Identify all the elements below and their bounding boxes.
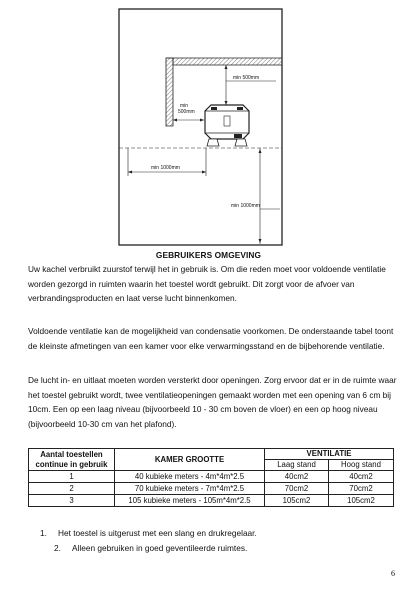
cell-count: 3	[29, 495, 115, 507]
paragraph-openings: De lucht in- en uitlaat moeten worden versterkt door openingen. Zorg ervoor dat er in de ruimte waar het toestel gebruikt wordt, twee ventilatieopeningen gemaakt worden met een opening van 6 cm bij 10cm. Een op een laag niveau (bijvoorbeeld 10 - 30 cm boven de vloer) en een op hoog niveau (bijvoorbeeld 10-30 cm van het plafond).	[28, 375, 397, 429]
cell-count: 1	[29, 471, 115, 483]
cell-high: 105cm2	[329, 495, 394, 507]
clearance-diagram-svg	[118, 8, 283, 248]
top-wall	[166, 58, 282, 65]
cell-count: 2	[29, 483, 115, 495]
note-text: Alleen gebruiken in goed geventileerde ruimtes.	[72, 542, 248, 553]
cell-room: 105 kubieke meters - 105m*4m*2.5	[115, 495, 265, 507]
diagram-frame	[119, 9, 282, 245]
note-number: 2.	[54, 542, 61, 553]
list-item	[40, 526, 257, 541]
section-title: GEBRUIKERS OMGEVING	[155, 250, 262, 260]
header-low: Laag stand	[265, 460, 329, 471]
paragraph-oxygen: Uw kachel verbruikt zuurstof terwijl het in gebruik is. Om die reden moet voor voldoende ventilatie worden gezorgd in ruimten waarin het toestel wordt gebruikt. Dit zorgt voor de afvoer van verbrandingsproducten en laat verse lucht binnenkomen.	[28, 264, 386, 303]
header-high: Hoog stand	[329, 460, 394, 471]
cell-high: 40cm2	[329, 471, 394, 483]
table-row	[29, 483, 394, 495]
heater-wheel-left	[207, 139, 219, 146]
note-text: Het toestel is uitgerust met een slang en drukregelaar.	[58, 528, 257, 538]
heater-wheel-right	[235, 139, 247, 146]
cell-room: 70 kubieke meters - 7m*4m*2.5	[115, 483, 265, 495]
label-side-clearance-1: min	[180, 103, 189, 109]
cell-high: 70cm2	[329, 483, 394, 495]
header-ventilation: VENTILATIE	[265, 449, 394, 460]
cell-low: 40cm2	[265, 471, 329, 483]
label-floor-clearance: min 1000mm	[151, 165, 180, 171]
notes-list	[40, 526, 257, 555]
ventilation-table	[28, 448, 394, 507]
header-room-size: KAMER GROOTTE	[115, 449, 265, 471]
label-top-clearance: min 500mm	[233, 75, 260, 81]
left-wall	[166, 58, 173, 126]
cell-room: 40 kubieke meters - 4m*4m*2.5	[115, 471, 265, 483]
clearance-diagram	[118, 8, 283, 248]
note-number: 1.	[40, 528, 47, 538]
list-item	[40, 541, 257, 556]
cell-low: 70cm2	[265, 483, 329, 495]
page-number: 6	[391, 569, 395, 578]
paragraph-condensation: Voldoende ventilatie kan de mogelijkheid van condensatie voorkomen. De onderstaande tabel toont de kleinste afmetingen van een kamer voor elke verwarmingsstand en de bijbehorende ventilatie.	[28, 326, 394, 351]
table-row	[29, 495, 394, 507]
label-front-clearance: min 1000mm	[231, 203, 260, 209]
label-side-clearance-2: 500mm	[178, 109, 195, 115]
header-count: Aantal toestellen continue in gebruik	[29, 449, 115, 471]
table-row	[29, 471, 394, 483]
cell-low: 105cm2	[265, 495, 329, 507]
